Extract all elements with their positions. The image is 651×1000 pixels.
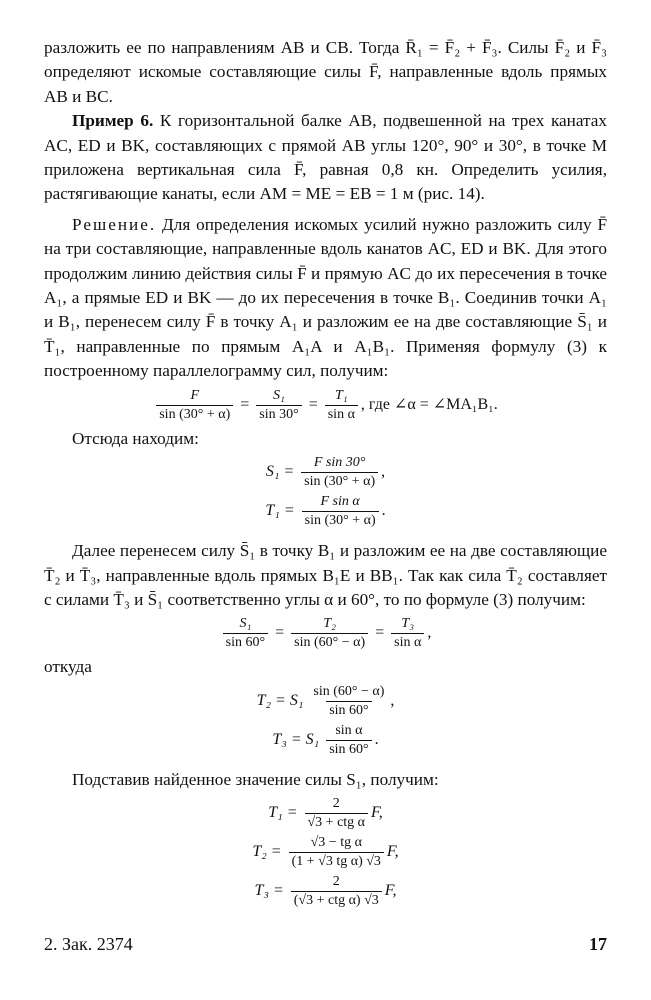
- formula-4-a-den: sin 60°: [223, 633, 268, 651]
- formula-1-c-den: sin α: [325, 405, 358, 423]
- paragraph-otsyuda: Отсюда находим:: [72, 428, 199, 448]
- paragraph-solution: [44, 213, 607, 384]
- formula-4-c-den: sin α: [391, 633, 424, 651]
- formula-1: [44, 388, 607, 423]
- formula-1-eq1: =: [240, 395, 250, 413]
- formula-6-num: sin α: [335, 722, 363, 738]
- formula-2: [44, 455, 607, 490]
- formula-4-b-den: sin (60° − α): [291, 633, 368, 651]
- paragraph-dalee: Далее перенесем силу S̄₁ в точку B₁ и разложим ее на две составляющие T̄₂ и T̄₃, направленные вдоль прямых B₁E и BB₁. Так как сила T̄₂ составляет с силами T̄₃ и S̄₁ соответственно углы α и 60°, то по формуле (3) получим:: [44, 541, 607, 609]
- formula-7-tail: F,: [371, 804, 383, 822]
- paragraph-otkuda: откуда: [44, 657, 92, 677]
- formula-4: [44, 616, 607, 651]
- formula-1-a-den: sin (30° + α): [156, 405, 233, 423]
- example-label: Пример 6.: [72, 111, 154, 131]
- formula-6-lhs: T₃ = S₁: [272, 730, 320, 748]
- paragraph-example-6: [44, 109, 607, 207]
- formula-3-num: F sin α: [320, 494, 360, 510]
- formula-7-den: √3 + ctg α: [305, 813, 369, 831]
- formula-6-tail: .: [374, 730, 379, 748]
- formula-8-lhs: T₂ =: [252, 843, 282, 861]
- paragraph-intro: разложить ее по направлениям AB и CB. Тогда R̄₁ = F̄₂ + F̄₃. Силы F̄₂ и F̄₃ определяют искомые составляющие силы F̄, направленные вдоль прямых AB и BC.: [44, 38, 607, 106]
- formula-2-den: sin (30° + α): [301, 472, 378, 490]
- page-number: 17: [589, 934, 607, 954]
- formula-1-b-den: sin 30°: [256, 405, 301, 423]
- formula-8-tail: F,: [386, 843, 399, 861]
- formula-1-b-num: S₁: [273, 387, 285, 403]
- formula-9-den: (√3 + ctg α) √3: [291, 891, 382, 909]
- page-content: [44, 36, 607, 913]
- formula-1-a-num: F: [190, 387, 200, 403]
- formula-2-lhs: S₁ =: [265, 463, 295, 481]
- page-footer: [44, 934, 607, 955]
- formula-1-eq2: =: [308, 395, 318, 413]
- formula-5: [44, 684, 607, 719]
- formula-6-den: sin 60°: [326, 740, 371, 758]
- formula-4-tail: ,: [427, 624, 432, 642]
- formula-5-num: sin (60° − α): [313, 683, 385, 699]
- formula-2-tail: ,: [381, 463, 386, 481]
- formula-5-tail: ,: [390, 691, 395, 709]
- formula-1-c-num: T₁: [335, 387, 348, 403]
- formula-7-num: 2: [332, 796, 340, 812]
- formula-8-num: √3 − tg α: [310, 835, 362, 851]
- paragraph-podstaviv: Подставив найденное значение силы S₁, получим:: [72, 769, 439, 789]
- formula-4-a-num: S₁: [239, 616, 252, 632]
- solution-label: Решение.: [72, 214, 157, 234]
- formula-5-lhs: T₂ = S₁: [256, 691, 304, 709]
- formula-7: [44, 796, 607, 831]
- footer-order-number: 2. Зак. 2374: [44, 934, 133, 954]
- formula-9-num: 2: [332, 874, 340, 890]
- formula-3: [44, 494, 607, 529]
- formula-4-eq1: =: [275, 624, 285, 642]
- formula-4-eq2: =: [375, 624, 385, 642]
- formula-2-num: F sin 30°: [313, 455, 366, 471]
- formula-1-tail: , где ∠α = ∠MA₁B₁.: [360, 395, 498, 413]
- formula-5-den: sin 60°: [326, 701, 371, 719]
- formula-6: [44, 723, 607, 758]
- formula-9-tail: F,: [384, 882, 397, 900]
- solution-text: Для определения искомых усилий нужно разложить силу F̄ на три составляющие, направленные вдоль канатов AC, ED и BK. Для этого продолжим линию действия силы F̄ и прямую AC до их пересечения в точке A₁, а прямые ED и BK — до их пересечения в точке B₁. Соединив точки A₁ и B₁, перенесем силу F̄ в точку A₁ и разложим ее на две составляющие S̄₁ и T̄₁, направленные по прямым A₁A и A₁B₁. Применяя формулу (3) к построенному параллелограмму сил, получим:: [44, 214, 608, 381]
- example-text: К горизонтальной балке AB, подвешенной на трех канатах AC, ED и BK, составляющих с прямой AB углы 120°, 90° и 30°, в точке M приложена вертикальная сила F̄, равная 0,8 кн. Определить усилия, растягивающие канаты, если AM = ME = EB = 1 м (рис. 14).: [44, 111, 607, 204]
- formula-9: [44, 874, 607, 909]
- formula-3-lhs: T₁ =: [265, 502, 295, 520]
- formula-4-c-num: T₃: [401, 616, 415, 632]
- formula-7-lhs: T₁ =: [268, 804, 298, 822]
- formula-9-lhs: T₃ =: [254, 882, 284, 900]
- formula-3-den: sin (30° + α): [302, 511, 379, 529]
- formula-8-den: (1 + √3 tg α) √3: [289, 852, 384, 870]
- formula-4-b-num: T₂: [323, 616, 336, 632]
- formula-8: [44, 835, 607, 870]
- formula-3-tail: .: [381, 502, 386, 520]
